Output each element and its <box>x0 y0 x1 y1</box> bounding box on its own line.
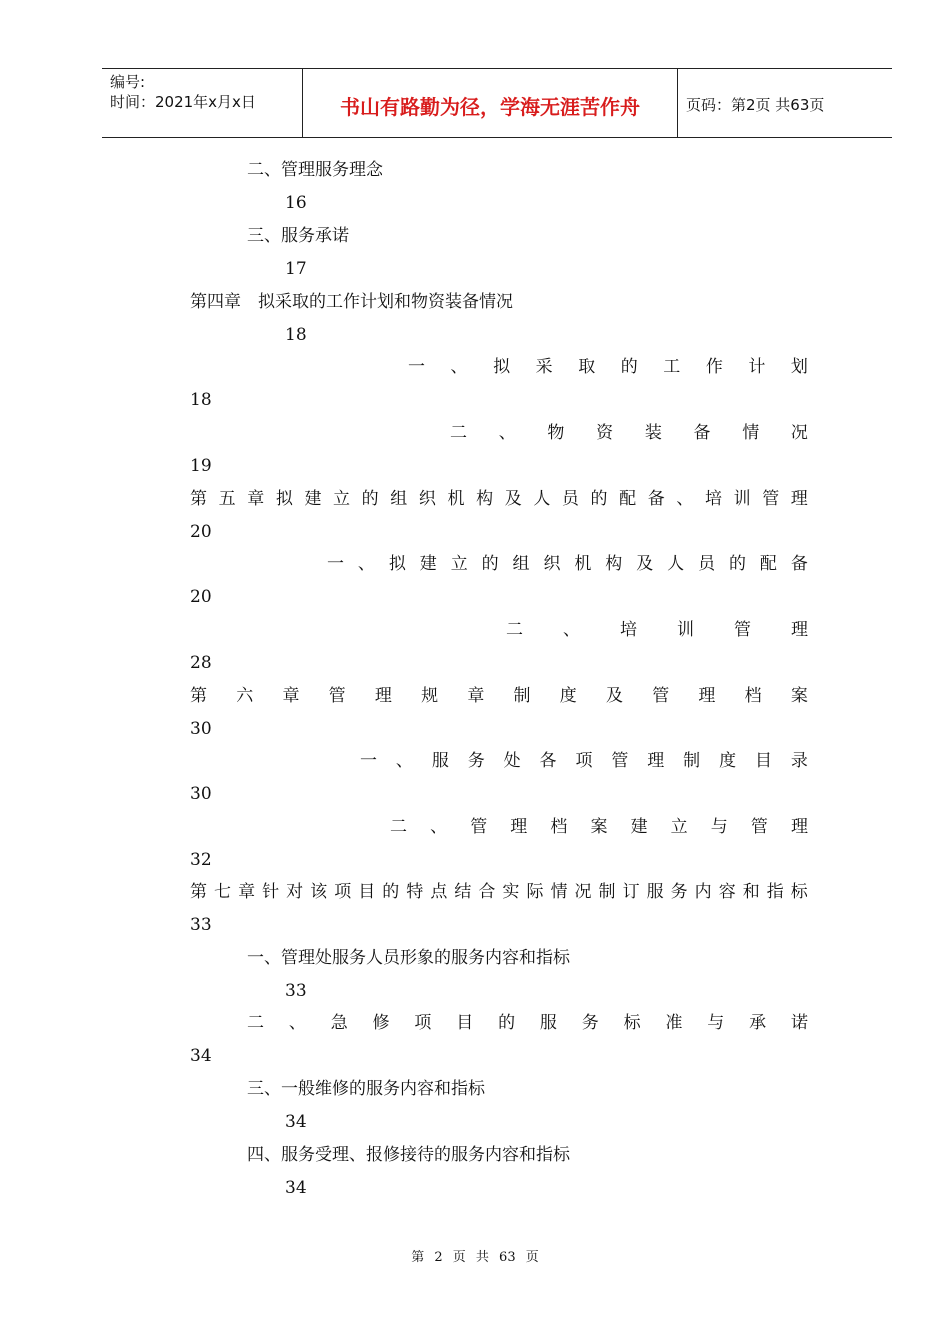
toc-char: 章 <box>467 686 485 706</box>
toc-char: 的 <box>481 554 499 574</box>
toc-entry-page: 20 <box>190 587 212 607</box>
toc-entry-title: 一、管理处服务人员形象的服务内容和指标 <box>247 948 570 968</box>
toc-char: 项 <box>414 1013 432 1033</box>
toc-char: 实 <box>502 882 520 902</box>
toc-char: 承 <box>749 1013 767 1033</box>
toc-char: 案 <box>590 817 608 837</box>
toc-char: 七 <box>214 882 232 902</box>
toc-char: 织 <box>543 554 561 574</box>
toc-char: 理 <box>791 620 808 640</box>
toc-char: 员 <box>698 554 716 574</box>
toc-char: 员 <box>561 489 579 509</box>
toc-entry-title: 三、一般维修的服务内容和指标 <box>247 1079 485 1099</box>
toc-char: 档 <box>744 686 762 706</box>
toc-char: 的 <box>590 489 608 509</box>
toc-char: 、 <box>430 817 448 837</box>
toc-char: 项 <box>575 751 593 771</box>
toc-char: 标 <box>790 882 808 902</box>
toc-char: 制 <box>598 882 616 902</box>
toc-char: 针 <box>262 882 280 902</box>
toc-char: 际 <box>526 882 544 902</box>
toc-char: 拟 <box>388 554 406 574</box>
toc-char: 第 <box>190 882 207 902</box>
toc-entry-title: 四、服务受理、报修接待的服务内容和指标 <box>247 1145 570 1165</box>
toc-entry-page: 18 <box>190 390 212 410</box>
toc-char: 况 <box>790 423 808 443</box>
toc-char: 目 <box>358 882 376 902</box>
toc-char: 管 <box>734 620 751 640</box>
toc-char: 备 <box>647 489 665 509</box>
toc-char: 度 <box>559 686 577 706</box>
toc-char: 订 <box>622 882 640 902</box>
toc-char: 特 <box>406 882 424 902</box>
toc-char: 合 <box>478 882 496 902</box>
toc-char: 采 <box>535 357 553 377</box>
toc-char: 、 <box>450 357 468 377</box>
toc-char: 理 <box>790 489 808 509</box>
toc-entry-page: 34 <box>285 1112 307 1132</box>
toc-char: 录 <box>790 751 808 771</box>
toc-char: 与 <box>707 1013 725 1033</box>
toc-entry-page: 34 <box>190 1046 212 1066</box>
toc-char: 及 <box>504 489 522 509</box>
toc-char: 划 <box>790 357 808 377</box>
toc-char: 人 <box>667 554 685 574</box>
toc-char: 目 <box>456 1013 474 1033</box>
toc-char: 训 <box>677 620 694 640</box>
toc-char: 立 <box>450 554 468 574</box>
toc-entry-title <box>450 422 808 444</box>
toc-char: 项 <box>334 882 352 902</box>
toc-char: 机 <box>574 554 592 574</box>
toc-char: 工 <box>663 357 681 377</box>
toc-char: 务 <box>670 882 688 902</box>
toc-entry-title <box>247 1012 808 1034</box>
toc-char: 人 <box>533 489 551 509</box>
toc-char: 标 <box>623 1013 641 1033</box>
toc-char: 准 <box>665 1013 683 1033</box>
toc-char: 章 <box>247 489 265 509</box>
toc-char: 、 <box>357 554 375 574</box>
toc-char: 修 <box>372 1013 390 1033</box>
toc-char: 资 <box>596 423 614 443</box>
toc-char: 度 <box>719 751 737 771</box>
toc-char: 二 <box>450 423 467 443</box>
toc-entry-page: 28 <box>190 653 212 673</box>
toc-char: 二 <box>247 1013 264 1033</box>
toc-char: 管 <box>470 817 488 837</box>
toc-char: 建 <box>304 489 322 509</box>
toc-entry-page: 33 <box>190 915 212 935</box>
toc-entry-page: 33 <box>285 981 307 1001</box>
toc-char: 第 <box>190 489 207 509</box>
toc-char: 配 <box>619 489 637 509</box>
toc-char: 章 <box>282 686 300 706</box>
toc-char: 一 <box>408 357 425 377</box>
toc-char: 章 <box>238 882 256 902</box>
toc-char: 理 <box>698 686 716 706</box>
toc-entry-page: 19 <box>190 456 212 476</box>
toc-char: 况 <box>574 882 592 902</box>
toc-char: 一 <box>327 554 344 574</box>
toc-entry-page: 34 <box>285 1178 307 1198</box>
toc-char: 训 <box>733 489 751 509</box>
toc-char: 、 <box>395 751 413 771</box>
toc-entry-title <box>190 685 808 707</box>
toc-char: 制 <box>683 751 701 771</box>
toc-char: 指 <box>766 882 784 902</box>
toc-char: 二 <box>390 817 407 837</box>
number-label: 编号: <box>110 73 146 91</box>
toc-char: 档 <box>550 817 568 837</box>
toc-entry-page: 32 <box>190 850 212 870</box>
toc-char: 备 <box>790 554 808 574</box>
toc-char: 培 <box>704 489 722 509</box>
toc-char: 管 <box>652 686 670 706</box>
toc-char: 理 <box>510 817 528 837</box>
toc-char: 组 <box>390 489 408 509</box>
toc-char: 构 <box>476 489 494 509</box>
toc-char: 织 <box>418 489 436 509</box>
toc-char: 及 <box>636 554 654 574</box>
toc-char: 的 <box>728 554 746 574</box>
toc-char: 内 <box>694 882 712 902</box>
toc-char: 拟 <box>275 489 293 509</box>
toc-entry-title <box>408 356 808 378</box>
toc-entry-page: 16 <box>285 193 307 213</box>
motto-text: 书山有路勤为径，学海无涯苦作舟 <box>340 95 640 119</box>
toc-char: 目 <box>754 751 772 771</box>
toc-entry-title: 二、管理服务理念 <box>247 160 383 180</box>
toc-char: 备 <box>693 423 711 443</box>
toc-char: 案 <box>790 686 808 706</box>
toc-char: 管 <box>328 686 346 706</box>
toc-char: 管 <box>750 817 768 837</box>
toc-char: 、 <box>498 423 516 443</box>
toc-entry-page: 30 <box>190 784 212 804</box>
toc-char: 五 <box>218 489 236 509</box>
toc-char: 管 <box>611 751 629 771</box>
toc-char: 机 <box>447 489 465 509</box>
toc-char: 第 <box>190 686 207 706</box>
toc-char: 与 <box>710 817 728 837</box>
time-label: 时间：2021年x月x日 <box>110 93 256 111</box>
toc-char: 二 <box>506 620 523 640</box>
toc-char: 、 <box>288 1013 306 1033</box>
toc-char: 务 <box>467 751 485 771</box>
toc-char: 诺 <box>790 1013 808 1033</box>
toc-char: 处 <box>503 751 521 771</box>
toc-char: 对 <box>286 882 304 902</box>
toc-char: 结 <box>454 882 472 902</box>
toc-entry-title <box>506 619 808 641</box>
toc-char: 理 <box>790 817 808 837</box>
toc-char: 容 <box>718 882 736 902</box>
toc-char: 的 <box>361 489 379 509</box>
toc-char: 计 <box>748 357 766 377</box>
toc-char: 点 <box>430 882 448 902</box>
toc-char: 、 <box>676 489 694 509</box>
toc-entry-page: 20 <box>190 522 212 542</box>
toc-char: 建 <box>630 817 648 837</box>
page-footer: 第 2 页 共 63 页 <box>411 1250 539 1265</box>
toc-char: 制 <box>513 686 531 706</box>
toc-char: 立 <box>670 817 688 837</box>
page-info: 页码：第2页 共63页 <box>686 96 825 114</box>
toc-char: 规 <box>421 686 439 706</box>
toc-char: 该 <box>310 882 328 902</box>
toc-char: 的 <box>620 357 638 377</box>
toc-entry-page: 18 <box>285 325 307 345</box>
toc-char: 装 <box>644 423 662 443</box>
toc-entry-title <box>190 881 808 903</box>
toc-entry-title: 三、服务承诺 <box>247 226 349 246</box>
toc-char: 各 <box>539 751 557 771</box>
toc-char: 服 <box>646 882 664 902</box>
toc-char: 的 <box>382 882 400 902</box>
toc-char: 一 <box>360 751 377 771</box>
toc-entry-title <box>327 553 808 575</box>
toc-char: 六 <box>236 686 254 706</box>
toc-entry-title <box>190 488 808 510</box>
toc-entry-page: 30 <box>190 719 212 739</box>
toc-entry-page: 17 <box>285 259 307 279</box>
toc-entry-title: 第四章 拟采取的工作计划和物资装备情况 <box>190 292 513 312</box>
toc-char: 服 <box>539 1013 557 1033</box>
toc-char: 和 <box>742 882 760 902</box>
toc-char: 、 <box>563 620 580 640</box>
toc-entry-title <box>360 750 808 772</box>
toc-char: 作 <box>705 357 723 377</box>
toc-char: 理 <box>374 686 392 706</box>
toc-char: 务 <box>581 1013 599 1033</box>
toc-char: 情 <box>742 423 760 443</box>
toc-char: 物 <box>547 423 565 443</box>
toc-char: 建 <box>419 554 437 574</box>
toc-char: 的 <box>498 1013 516 1033</box>
toc-entry-title <box>390 816 808 838</box>
toc-char: 情 <box>550 882 568 902</box>
toc-char: 管 <box>762 489 780 509</box>
toc-char: 立 <box>333 489 351 509</box>
toc-char: 急 <box>330 1013 348 1033</box>
toc-char: 服 <box>431 751 449 771</box>
toc-char: 理 <box>647 751 665 771</box>
toc-char: 组 <box>512 554 530 574</box>
toc-char: 及 <box>605 686 623 706</box>
toc-char: 取 <box>578 357 596 377</box>
toc-char: 拟 <box>493 357 511 377</box>
toc-char: 构 <box>605 554 623 574</box>
toc-char: 培 <box>620 620 637 640</box>
toc-char: 配 <box>759 554 777 574</box>
